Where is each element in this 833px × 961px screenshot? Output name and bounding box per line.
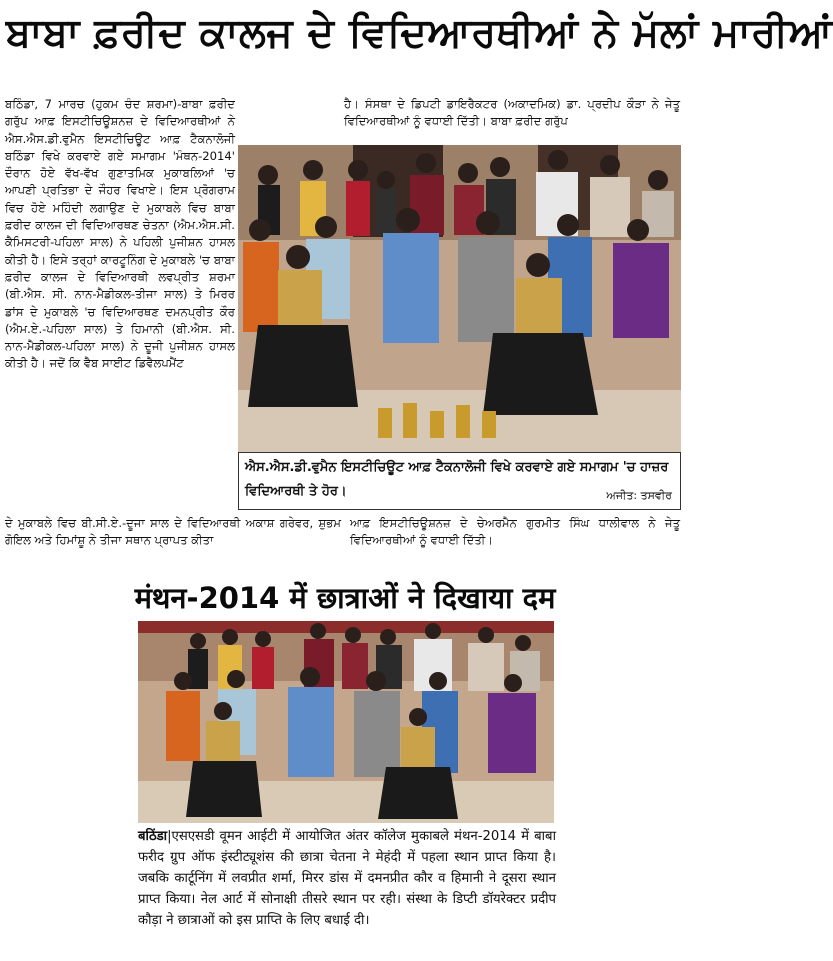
hindi-dateline: बठिंडा (138, 829, 168, 844)
punjabi-headline: ਬਾਬਾ ਫ਼ਰੀਦ ਕਾਲਜ ਦੇ ਵਿਦਿਆਰਥੀਆਂ ਨੇ ਮੱਲਾਂ ਮਾਰੀਆਂ (6, 10, 833, 56)
group-photo-punjabi-image (238, 145, 681, 452)
punjabi-body-right-top: ਹੈ। ਸੰਸਥਾ ਦੇ ਡਿਪਟੀ ਡਾਇਰੈਕਟਰ (ਅਕਾਦਮਿਕ) ਡਾ. ਪ੍ਰਦੀਪ ਕੌੜਾ ਨੇ ਜੇਤੂ ਵਿਦਿਆਰਥੀਆਂ ਨੂੰ ਵਧਾਈ ਦਿੱਤੀ। ਬਾਬਾ ਫ਼ਰੀਦ ਗਰੁੱਪ (344, 97, 680, 129)
punjabi-body-bottom-right: ਆਫ਼ ਇਸਟੀਚਿਊਸ਼ਨਜ਼ ਦੇ ਚੇਅਰਮੈਨ ਗੁਰਮੀਤ ਸਿੰਘ ਧਾਲੀਵਾਲ ਨੇ ਜੇਤੂ ਵਿਦਿਆਰਥੀਆਂ ਨੂੰ ਵਧਾਈ ਦਿੱਤੀ। (350, 516, 680, 548)
punjabi-body-bottom-left: ਦੇ ਮੁਕਾਬਲੇ ਵਿਚ ਬੀ.ਸੀ.ਏ.-ਦੂਜਾ ਸਾਲ ਦੇ ਵਿਦਿਆਰਥੀ ਅਕਾਸ਼ ਗਰੇਵਰ, ਸ਼ੁਭਮ ਗੋਇਲ ਅਤੇ ਹਿਮਾਂਸ਼ੂ ਨੇ ਤੀਜਾ ਸਥਾਨ ਪ੍ਰਾਪਤ ਕੀਤਾ (5, 516, 341, 548)
punjabi-body-left-column: ਬਠਿੰਡਾ, 7 ਮਾਰਚ (ਹੁਕਮ ਚੰਦ ਸ਼ਰਮਾ)-ਬਾਬਾ ਫ਼ਰੀਦ ਗਰੁੱਪ ਆਫ਼ ਇਸਟੀਚਿਊਸ਼ਨਜ਼ ਦੇ ਵਿਦਿਆਰਥੀਆਂ ਨੇ ਐਸ.ਐਸ.ਡੀ.ਵੁਮੈਨ ਇਸਟੀਚਿਊਟ ਆਫ਼ ਟੈਕਨਾਲੋਜੀ ਬਠਿੰਡਾ ਵਿਖੇ ਕਰਵਾਏ ਗਏ ਸਮਾਗਮ 'ਮੰਥਨ-2014' ਦੌਰਾਨ ਹੋਏ ਵੱਖ-ਵੱਖ ਗੁਣਾਤਮਿਕ ਮੁਕਾਬਲਿਆਂ 'ਚ ਆਪਣੀ ਪ੍ਰਤਿਭਾ ਦੇ ਜੌਹਰ ਵਿਖਾਏ। ਇਸ ਪ੍ਰੋਗਰਾਮ ਵਿਚ ਹੋਏ ਮਹਿੰਦੀ ਲਗਾਉਣ ਦੇ ਮੁਕਾਬਲੇ ਵਿਚ ਬਾਬਾ ਫ਼ਰੀਦ ਕਾਲਜ ਦੀ ਵਿਦਿਆਰਥਣ ਚੇਤਨਾ (ਐਮ.ਐਸ.ਸੀ. ਕੈਮਿਸਟਰੀ-ਪਹਿਲਾ ਸਾਲ) ਨੇ ਪਹਿਲੀ ਪੁਜੀਸ਼ਨ ਹਾਸਲ ਕੀਤੀ ਹੈ। ਇਸੇ ਤਰ੍ਹਾਂ ਕਾਰਟੂਨਿੰਗ ਦੇ ਮੁਕਾਬਲੇ 'ਚ ਬਾਬਾ ਫ਼ਰੀਦ ਕਾਲਜ ਦੇ ਵਿਦਿਆਰਥੀ ਲਵਪ੍ਰੀਤ ਸ਼ਰਮਾ (ਬੀ.ਐਸ. ਸੀ. ਨਾਨ-ਮੈਡੀਕਲ-ਤੀਜਾ ਸਾਲ) ਤੇ ਮਿਰਰ ਡਾਂਸ ਦੇ ਮੁਕਾਬਲੇ 'ਚ ਵਿਦਿਆਰਥਣ ਦਮਨਪ੍ਰੀਤ ਕੌਰ (ਐਮ.ਏ.-ਪਹਿਲਾ ਸਾਲ) ਤੇ ਹਿਮਾਨੀ (ਬੀ.ਐਸ. ਸੀ. ਨਾਨ-ਮੈਡੀਕਲ-ਪਹਿਲਾ ਸਾਲ) ਨੇ ਦੂਜੀ ਪੁਜੀਸ਼ਨ ਹਾਸਲ ਕੀਤੀ ਹੈ। ਜਦੋਂ ਕਿ ਵੈਬ ਸਾਈਟ ਡਿਵੈਲਪਮੈਂਟ (5, 97, 235, 371)
group-photo-punjabi (238, 145, 681, 452)
hindi-headline: मंथन-2014 में छात्राओं ने दिखाया दम (134, 581, 556, 615)
hindi-body (138, 826, 556, 958)
photo-caption: ਐਸ.ਐਸ.ਡੀ.ਵੁਮੈਨ ਇਸਟੀਚਿਊਟ ਆਫ਼ ਟੈਕਨਾਲੋਜੀ ਵਿਖੇ ਕਰਵਾਏ ਗਏ ਸਮਾਗਮ 'ਚ ਹਾਜ਼ਰ ਵਿਦਿਆਰਥੀ ਤੇ ਹੋਰ। (245, 460, 669, 499)
photo-caption-box (238, 452, 681, 510)
photo-credit: ਅਜੀਤ: ਤਸਵੀਰ (606, 489, 672, 502)
hindi-body-text: |एसएसडी वूमन आईटी में आयोजित अंतर कॉलेज मुकाबले मंथन-2014 में बाबा फरीद ग्रुप ऑफ इंस्टीट्यूशंस की छात्रा चेतना ने मेहंदी में पहला स्थान प्राप्त किया है। जबकि कार्टूनिंग में लवप्रीत शर्मा, मिरर डांस में दमनप्रीत कौर व हिमानी ने दूसरा स्थान प्राप्त किया। नेल आर्ट में सोनाक्षी तीसरे स्थान पर रही। संस्था के डिप्टी डॉयरेक्टर प्रदीप कौड़ा ने छात्राओं को इस प्राप्ति के लिए बधाई दी। (138, 829, 556, 928)
group-photo-hindi-image (138, 621, 554, 823)
group-photo-hindi (138, 621, 554, 823)
